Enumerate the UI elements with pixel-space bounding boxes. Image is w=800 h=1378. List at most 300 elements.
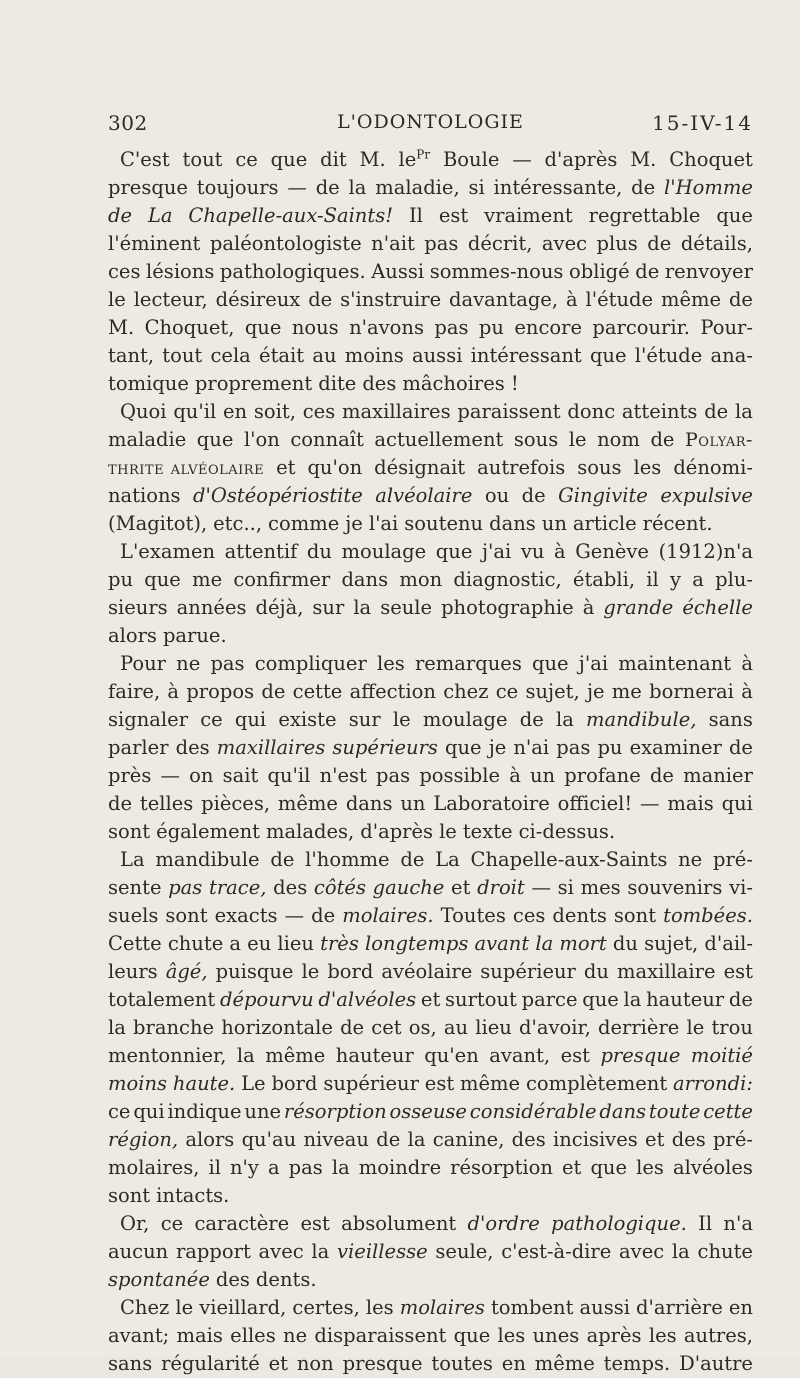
text-word: alors bbox=[108, 624, 157, 647]
text-word: pas bbox=[434, 316, 469, 339]
text-word: C'est bbox=[120, 148, 170, 171]
text-word: derrière bbox=[598, 1016, 680, 1039]
text-word: des bbox=[215, 1268, 250, 1291]
text-word: parce bbox=[521, 988, 578, 1011]
text-word: toute bbox=[648, 1100, 701, 1123]
text-word: alvéolaire bbox=[375, 484, 473, 507]
text-word: au bbox=[312, 344, 337, 367]
text-line bbox=[108, 734, 753, 762]
text-word: maladie, bbox=[375, 176, 460, 199]
text-word: sur bbox=[348, 708, 381, 731]
text-word: sait bbox=[222, 764, 259, 787]
text-word: mentonnier, bbox=[108, 1044, 227, 1067]
text-word: qui bbox=[234, 708, 267, 731]
text-word: tombent bbox=[490, 1296, 574, 1319]
text-word: me bbox=[611, 680, 642, 703]
text-word: la bbox=[623, 988, 642, 1011]
text-word: ou bbox=[484, 484, 510, 507]
text-line bbox=[108, 454, 753, 482]
text-word: moins bbox=[344, 344, 404, 367]
text-word: on bbox=[189, 764, 214, 787]
text-word: parue. bbox=[162, 624, 227, 647]
text-word: de bbox=[108, 204, 133, 227]
text-word: M. bbox=[630, 148, 657, 171]
text-word: la bbox=[311, 1240, 330, 1263]
text-word: et bbox=[276, 456, 296, 479]
text-word: que bbox=[532, 652, 569, 675]
text-word: dit bbox=[320, 148, 347, 171]
text-line bbox=[108, 1126, 753, 1154]
text-word: surtout bbox=[445, 988, 517, 1011]
text-word: maxillaires bbox=[342, 400, 451, 423]
text-word: n'y bbox=[229, 1156, 259, 1179]
text-word: je bbox=[488, 736, 507, 759]
text-word: de bbox=[650, 428, 675, 451]
text-word: attentif bbox=[224, 540, 298, 563]
text-word: du bbox=[306, 540, 332, 563]
text-word: hauteur bbox=[335, 1044, 414, 1067]
text-word: de bbox=[631, 176, 656, 199]
text-line bbox=[108, 902, 753, 930]
text-word: d'après bbox=[544, 148, 618, 171]
text-word: supérieur bbox=[323, 1072, 419, 1095]
text-word: plus bbox=[596, 232, 638, 255]
text-line bbox=[108, 1238, 753, 1266]
text-word: résorption bbox=[283, 1100, 387, 1123]
text-word: l'Homme bbox=[664, 176, 753, 199]
text-word: pièces, bbox=[201, 792, 271, 815]
text-word: des bbox=[511, 1128, 546, 1151]
text-word: que bbox=[144, 568, 181, 591]
text-word: mais bbox=[176, 1324, 223, 1347]
text-word: lieu bbox=[475, 1016, 512, 1039]
text-line bbox=[108, 1322, 753, 1350]
text-word: regrettable bbox=[588, 204, 701, 227]
text-word: Toutes bbox=[440, 904, 506, 927]
text-word: de bbox=[261, 680, 286, 703]
text-line bbox=[108, 1098, 753, 1126]
text-word: que bbox=[270, 148, 308, 171]
text-word: détails, bbox=[680, 232, 753, 255]
text-word: que bbox=[582, 988, 619, 1011]
text-word: chute bbox=[167, 932, 224, 955]
text-word: un bbox=[400, 792, 426, 815]
text-word: confirmer bbox=[233, 568, 331, 591]
text-word: aussi bbox=[412, 344, 463, 367]
text-word: sans bbox=[708, 708, 753, 731]
journal-title: L'ODONTOLOGIE bbox=[337, 111, 524, 133]
text-word: cette bbox=[292, 680, 343, 703]
text-word: n'a bbox=[723, 1212, 753, 1235]
text-word: que bbox=[589, 344, 627, 367]
text-line bbox=[108, 846, 753, 874]
text-line bbox=[108, 1042, 753, 1070]
text-word: l'étude bbox=[585, 288, 654, 311]
text-word: pas bbox=[376, 764, 411, 787]
text-word: tout bbox=[182, 148, 223, 171]
text-word: d'Ostéopériostite bbox=[193, 484, 363, 507]
text-word: Or, bbox=[120, 1212, 150, 1235]
text-word: cet bbox=[371, 1016, 402, 1039]
text-word: Le bbox=[241, 1072, 266, 1095]
text-line bbox=[108, 706, 753, 734]
text-word: de bbox=[521, 484, 546, 507]
text-line bbox=[108, 1154, 753, 1182]
text-word: maladie bbox=[108, 428, 187, 451]
text-word: sujet, bbox=[644, 932, 699, 955]
text-word: mais bbox=[667, 792, 714, 815]
text-word: etc.., bbox=[213, 512, 263, 535]
text-word: mâchoires bbox=[402, 372, 505, 395]
text-line bbox=[108, 286, 753, 314]
text-word: pu bbox=[108, 568, 134, 591]
text-word: que bbox=[435, 540, 473, 563]
text-word: avant; bbox=[108, 1324, 170, 1347]
text-word: comme bbox=[268, 512, 340, 535]
text-word: toutes bbox=[431, 1352, 493, 1375]
text-word: L'examen bbox=[120, 540, 216, 563]
text-line bbox=[108, 762, 753, 790]
text-word: très bbox=[320, 932, 359, 955]
body-text bbox=[108, 146, 753, 1378]
text-word: considérable bbox=[469, 1100, 597, 1123]
text-word: presque bbox=[108, 176, 188, 199]
text-word: de bbox=[728, 288, 753, 311]
text-word: vieillesse bbox=[337, 1240, 428, 1263]
text-word: malades, bbox=[266, 820, 355, 843]
text-word: compliquer bbox=[254, 652, 367, 675]
text-word: même bbox=[460, 1072, 521, 1095]
text-word: de bbox=[308, 288, 333, 311]
text-word: et bbox=[562, 1156, 582, 1179]
text-word: dans bbox=[599, 1100, 647, 1123]
text-word: sont bbox=[108, 820, 151, 843]
text-word: à bbox=[582, 596, 595, 619]
text-word: haute. bbox=[172, 1072, 236, 1095]
text-line bbox=[108, 986, 753, 1014]
text-line bbox=[108, 398, 753, 426]
text-line bbox=[108, 1350, 753, 1378]
text-word: pathologique. bbox=[551, 1212, 687, 1235]
text-word: désignait bbox=[374, 456, 466, 479]
text-word: encore bbox=[514, 316, 582, 339]
text-word: une bbox=[244, 1100, 282, 1123]
text-word: non bbox=[296, 1352, 334, 1375]
text-word: n'ai bbox=[513, 736, 550, 759]
text-word: c'est-à-dire bbox=[501, 1240, 612, 1263]
text-word: canine, bbox=[432, 1128, 505, 1151]
text-word: en bbox=[501, 1352, 526, 1375]
text-word: Il bbox=[408, 204, 423, 227]
text-line bbox=[108, 370, 753, 398]
text-word: lésions bbox=[146, 260, 215, 283]
text-word: molaires, bbox=[108, 1156, 200, 1179]
text-word: propos bbox=[186, 680, 255, 703]
text-word: a bbox=[692, 568, 704, 591]
text-word: il bbox=[646, 568, 659, 591]
text-word: hauteur bbox=[646, 988, 725, 1011]
text-line bbox=[108, 510, 753, 538]
text-word: côtés bbox=[313, 876, 366, 899]
text-word: leurs bbox=[108, 960, 158, 983]
text-word: vraiment bbox=[484, 204, 573, 227]
text-word: même bbox=[277, 792, 338, 815]
text-word: ne bbox=[678, 848, 703, 871]
text-word: — bbox=[287, 176, 307, 199]
text-line bbox=[108, 202, 753, 230]
text-word: branche bbox=[133, 1016, 215, 1039]
text-word: bornerai bbox=[649, 680, 734, 703]
text-word: échelle bbox=[682, 596, 753, 619]
text-word: parcourir. bbox=[592, 316, 690, 339]
text-word: les bbox=[497, 1324, 526, 1347]
text-word: d'après bbox=[360, 820, 434, 843]
text-word: avec bbox=[619, 1240, 665, 1263]
text-word: connaît bbox=[290, 428, 364, 451]
text-word: ces bbox=[512, 904, 546, 927]
text-line bbox=[108, 958, 753, 986]
text-word: manier bbox=[683, 764, 753, 787]
text-word: ne bbox=[176, 652, 201, 675]
text-word: trace, bbox=[209, 876, 267, 899]
text-word: affection bbox=[349, 680, 436, 703]
text-word: qu'en bbox=[424, 1044, 479, 1067]
text-word: intéressante, bbox=[493, 176, 623, 199]
text-word: la bbox=[331, 1156, 350, 1179]
text-word: l'homme bbox=[305, 848, 390, 871]
text-word: intéressant bbox=[470, 344, 582, 367]
text-word: grande bbox=[603, 596, 674, 619]
text-word: les bbox=[648, 1324, 677, 1347]
text-word: proprement bbox=[194, 372, 313, 395]
text-word: et bbox=[268, 1352, 289, 1375]
text-line bbox=[108, 258, 753, 286]
text-word: moitié bbox=[690, 1044, 753, 1067]
text-word: le bbox=[175, 1296, 194, 1319]
text-word: obligé bbox=[568, 260, 630, 283]
text-word: dans bbox=[345, 792, 393, 815]
text-line bbox=[108, 538, 753, 566]
text-word: La bbox=[120, 848, 145, 871]
text-word: autres, bbox=[683, 1324, 753, 1347]
text-word: Genève bbox=[575, 540, 649, 563]
text-word: pas bbox=[556, 736, 591, 759]
text-word: le bbox=[108, 288, 126, 311]
text-word: la bbox=[671, 1240, 690, 1263]
text-word: j'ai bbox=[578, 652, 609, 675]
text-word: — bbox=[640, 792, 660, 815]
text-word: sont bbox=[108, 1184, 151, 1207]
text-word: ces bbox=[108, 260, 141, 283]
text-word: renvoyer bbox=[664, 260, 753, 283]
text-word: j'ai bbox=[481, 540, 512, 563]
text-line bbox=[108, 790, 753, 818]
text-word: avant, bbox=[489, 1044, 551, 1067]
text-word: caractère bbox=[194, 1212, 290, 1235]
text-word: absolument bbox=[341, 1212, 457, 1235]
text-word: était bbox=[259, 344, 305, 367]
text-word: longtemps bbox=[365, 932, 469, 955]
text-word: seule bbox=[380, 596, 433, 619]
text-word: D'autre bbox=[679, 1352, 753, 1375]
text-word: Chapelle-aux-Saints! bbox=[188, 204, 394, 227]
text-word: de bbox=[270, 848, 295, 871]
text-word: à bbox=[167, 680, 180, 703]
text-word: un bbox=[541, 512, 567, 535]
text-word: ci-dessus. bbox=[518, 820, 616, 843]
text-word: paraissent bbox=[457, 400, 561, 423]
text-word: a bbox=[229, 932, 242, 955]
text-word: ce bbox=[495, 680, 519, 703]
text-word: dans bbox=[489, 512, 536, 535]
text-word: le bbox=[301, 960, 320, 983]
text-word: davantage, bbox=[449, 288, 559, 311]
text-word: pu bbox=[478, 316, 504, 339]
text-word: l'éminent bbox=[108, 232, 201, 255]
text-word: d'ordre bbox=[467, 1212, 540, 1235]
text-word: d'avoir, bbox=[519, 1016, 591, 1039]
text-word: région, bbox=[108, 1128, 179, 1151]
text-word: il bbox=[208, 1156, 221, 1179]
text-word: de bbox=[519, 708, 544, 731]
text-word: à bbox=[741, 680, 753, 703]
text-word: bord bbox=[327, 960, 374, 983]
text-word: s'instruire bbox=[340, 288, 442, 311]
text-word: de bbox=[728, 736, 753, 759]
text-line bbox=[108, 930, 753, 958]
text-word: que bbox=[716, 204, 753, 227]
text-word: la bbox=[555, 708, 574, 731]
text-word: ana- bbox=[710, 344, 753, 367]
text-word: après bbox=[586, 1324, 642, 1347]
text-word: dents. bbox=[255, 1268, 317, 1291]
text-word: sente bbox=[108, 876, 162, 899]
text-word: la bbox=[353, 596, 372, 619]
text-word: la bbox=[407, 1128, 426, 1151]
text-word: dite bbox=[318, 372, 357, 395]
text-word: moins bbox=[108, 1072, 168, 1095]
text-word: de bbox=[340, 1016, 365, 1039]
text-word: la bbox=[108, 1016, 126, 1039]
text-word: à bbox=[509, 764, 521, 787]
text-word: disparaissent bbox=[314, 1324, 447, 1347]
text-word: d'alvéoles bbox=[318, 988, 417, 1011]
text-word: sans bbox=[108, 1352, 153, 1375]
text-word: le bbox=[686, 1016, 705, 1039]
text-word: seule, bbox=[435, 1240, 494, 1263]
text-word: chez bbox=[443, 680, 489, 703]
text-word: incisives bbox=[552, 1128, 638, 1151]
text-word: maxillaire bbox=[616, 960, 716, 983]
text-word: telles bbox=[139, 792, 194, 815]
text-word: la bbox=[735, 400, 753, 423]
text-line bbox=[108, 1014, 753, 1042]
text-word: droit bbox=[477, 876, 525, 899]
text-word: régularité bbox=[161, 1352, 260, 1375]
text-word: tomique bbox=[108, 372, 189, 395]
text-word: tombées. bbox=[663, 904, 753, 927]
text-word: me bbox=[192, 568, 223, 591]
text-line bbox=[108, 1266, 753, 1294]
text-word: les bbox=[636, 1156, 664, 1179]
text-word: alors bbox=[185, 1128, 235, 1151]
text-word: la bbox=[236, 1044, 255, 1067]
text-word: elles bbox=[230, 1324, 276, 1347]
text-word: qu'il bbox=[173, 400, 217, 423]
text-word: de bbox=[400, 848, 425, 871]
text-word: La bbox=[147, 204, 173, 227]
text-word: l'ai bbox=[368, 512, 399, 535]
text-word: et bbox=[645, 1128, 665, 1151]
text-line bbox=[108, 342, 753, 370]
text-word: vieillard, bbox=[199, 1296, 287, 1319]
text-word: ces bbox=[302, 400, 336, 423]
text-word: près bbox=[108, 764, 152, 787]
text-word: actuellement bbox=[374, 428, 504, 451]
text-word: à bbox=[553, 540, 566, 563]
text-word: de bbox=[728, 988, 753, 1011]
text-word: pathologiques. bbox=[219, 260, 366, 283]
text-word: sous bbox=[513, 428, 559, 451]
text-word: est bbox=[424, 1072, 455, 1095]
text-word: mandibule, bbox=[586, 708, 697, 731]
text-word: Il bbox=[698, 1212, 713, 1235]
text-word: de bbox=[315, 176, 340, 199]
text-word: nations bbox=[108, 484, 181, 507]
text-word: le bbox=[568, 428, 587, 451]
text-word: soit, bbox=[253, 400, 296, 423]
text-word: pré- bbox=[713, 848, 753, 871]
text-word: au bbox=[443, 1016, 469, 1039]
text-word: — bbox=[531, 876, 551, 899]
text-word: profane bbox=[564, 764, 641, 787]
text-word: Polyar- bbox=[685, 429, 753, 451]
text-word: niveau bbox=[303, 1128, 369, 1151]
text-word: sont bbox=[165, 904, 208, 927]
text-word: même bbox=[265, 1044, 326, 1067]
text-word: lecteur, bbox=[133, 288, 208, 311]
text-word: y bbox=[670, 568, 682, 591]
text-word: maxillaires bbox=[216, 736, 326, 759]
text-line bbox=[108, 482, 753, 510]
text-line bbox=[108, 146, 753, 174]
text-word: complètement bbox=[525, 1072, 668, 1095]
text-word: mon bbox=[399, 568, 443, 591]
text-word: dépourvu bbox=[219, 988, 314, 1011]
text-word: molaires bbox=[399, 1296, 485, 1319]
text-line bbox=[108, 1294, 753, 1322]
text-word: du bbox=[612, 932, 638, 955]
text-word: soutenu bbox=[404, 512, 484, 535]
text-word: aucun bbox=[108, 1240, 169, 1263]
text-word: exacts bbox=[214, 904, 278, 927]
text-word: — bbox=[284, 904, 305, 927]
text-word: d'arrière bbox=[636, 1296, 723, 1319]
text-word: bord bbox=[271, 1072, 318, 1095]
text-word: molaires. bbox=[342, 904, 434, 927]
text-word: pas bbox=[288, 1156, 323, 1179]
text-word: mandibule bbox=[155, 848, 260, 871]
text-word: sous bbox=[577, 456, 622, 479]
text-word: des bbox=[362, 372, 397, 395]
text-word: paléontologiste bbox=[209, 232, 362, 255]
text-word: os, bbox=[408, 1016, 437, 1039]
text-line bbox=[108, 874, 753, 902]
text-word: est bbox=[300, 1212, 330, 1235]
page-number: 302 bbox=[108, 111, 148, 135]
text-word: — bbox=[512, 148, 532, 171]
text-word: gauche bbox=[372, 876, 445, 899]
